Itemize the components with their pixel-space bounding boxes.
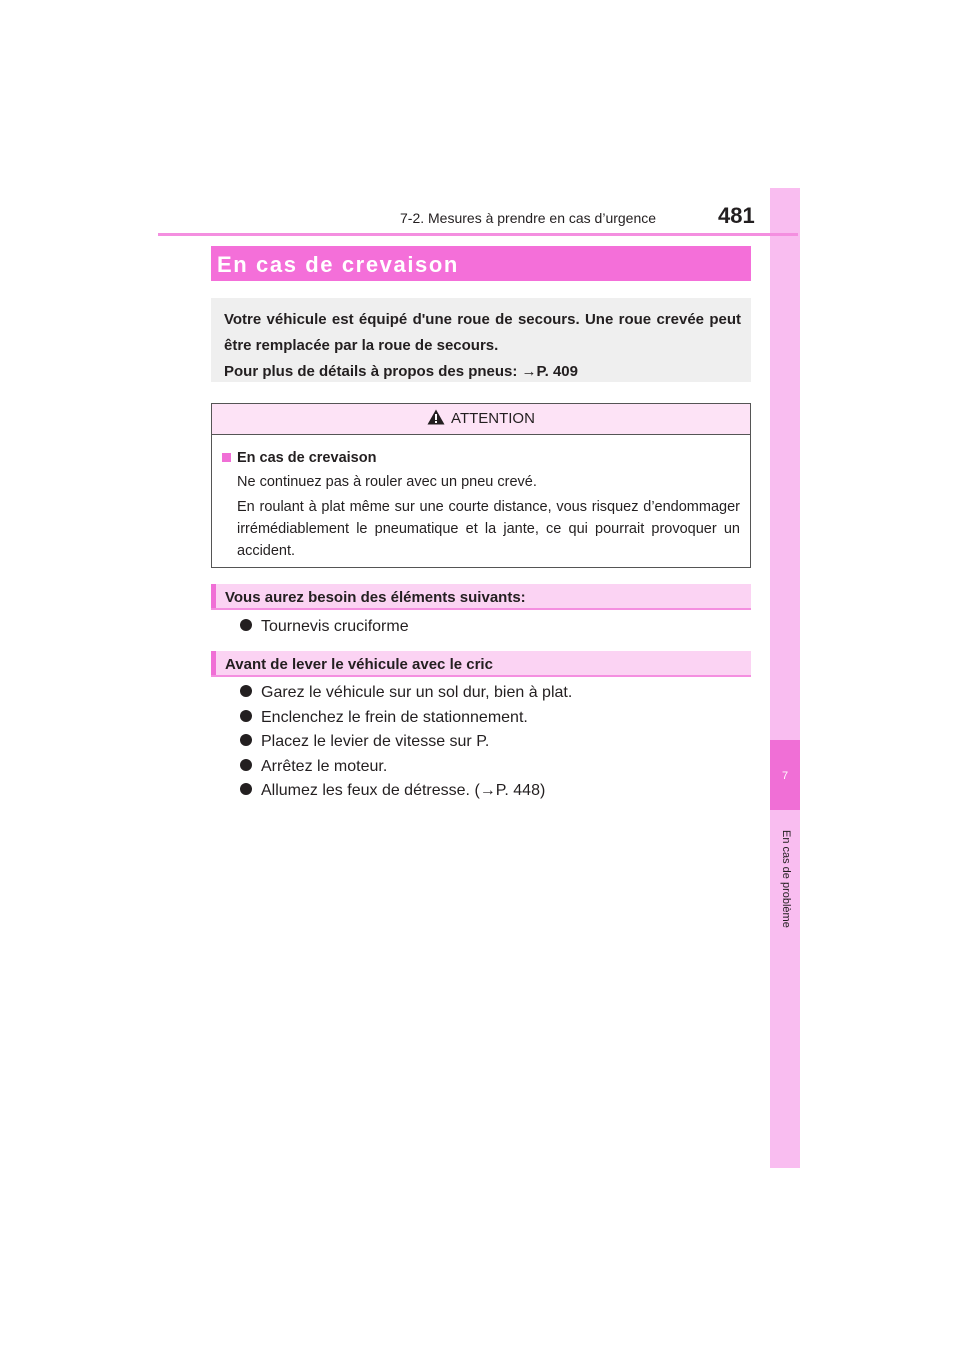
intro-reference: Pour plus de détails à propos des pneus: →P. 409 (224, 363, 578, 380)
bullet-icon (240, 759, 252, 771)
chapter-number: 7 (781, 770, 789, 782)
list-item: Arrêtez le moteur. (240, 758, 387, 776)
list-item: Garez le véhicule sur un sol dur, bien à plat. (240, 684, 572, 702)
list-item: Allumez les feux de détresse. (→P. 448) (240, 782, 545, 800)
chapter-side-tab (770, 188, 800, 1168)
header-rule (158, 233, 798, 236)
bullet-icon (240, 710, 252, 722)
section-heading-tools: Vous aurez besoin des éléments suivants: (211, 584, 751, 610)
attention-paragraph-1: Ne continuez pas à rouler avec un pneu crevé. (237, 474, 537, 490)
list-item: Tournevis cruciforme (240, 618, 409, 636)
list-item: Placez le levier de vitesse sur P. (240, 733, 489, 751)
page-number: 481 (718, 203, 755, 228)
attention-header (212, 404, 750, 435)
attention-body (212, 435, 750, 562)
intro-text: Votre véhicule est équipé d'une roue de secours. Une roue crevée peut être remplacée par la roue de secours. (224, 311, 741, 354)
attention-box (211, 403, 751, 568)
chapter-number-tab (770, 740, 800, 810)
list-item: Enclenchez le frein de stationnement. (240, 709, 528, 727)
intro-box (211, 298, 751, 382)
attention-heading: ATTENTION (451, 410, 535, 427)
attention-paragraph-2: En roulant à plat même sur une courte distance, vous risquez d’endommager irrémédiablement le pneumatique et la jante, ce qui pourrait provoquer un accident. (237, 499, 740, 559)
page-title: En cas de crevaison (211, 246, 751, 281)
header-chapter-title: 7-2. Mesures à prendre en cas d’urgence (400, 210, 657, 226)
attention-subheading: En cas de crevaison (237, 450, 377, 466)
section-heading-before-jack: Avant de lever le véhicule avec le cric (211, 651, 751, 677)
bullet-icon (240, 783, 252, 795)
bullet-icon (240, 619, 252, 631)
square-bullet-icon (222, 453, 231, 462)
bullet-icon (240, 734, 252, 746)
warning-icon (427, 409, 445, 425)
bullet-icon (240, 685, 252, 697)
